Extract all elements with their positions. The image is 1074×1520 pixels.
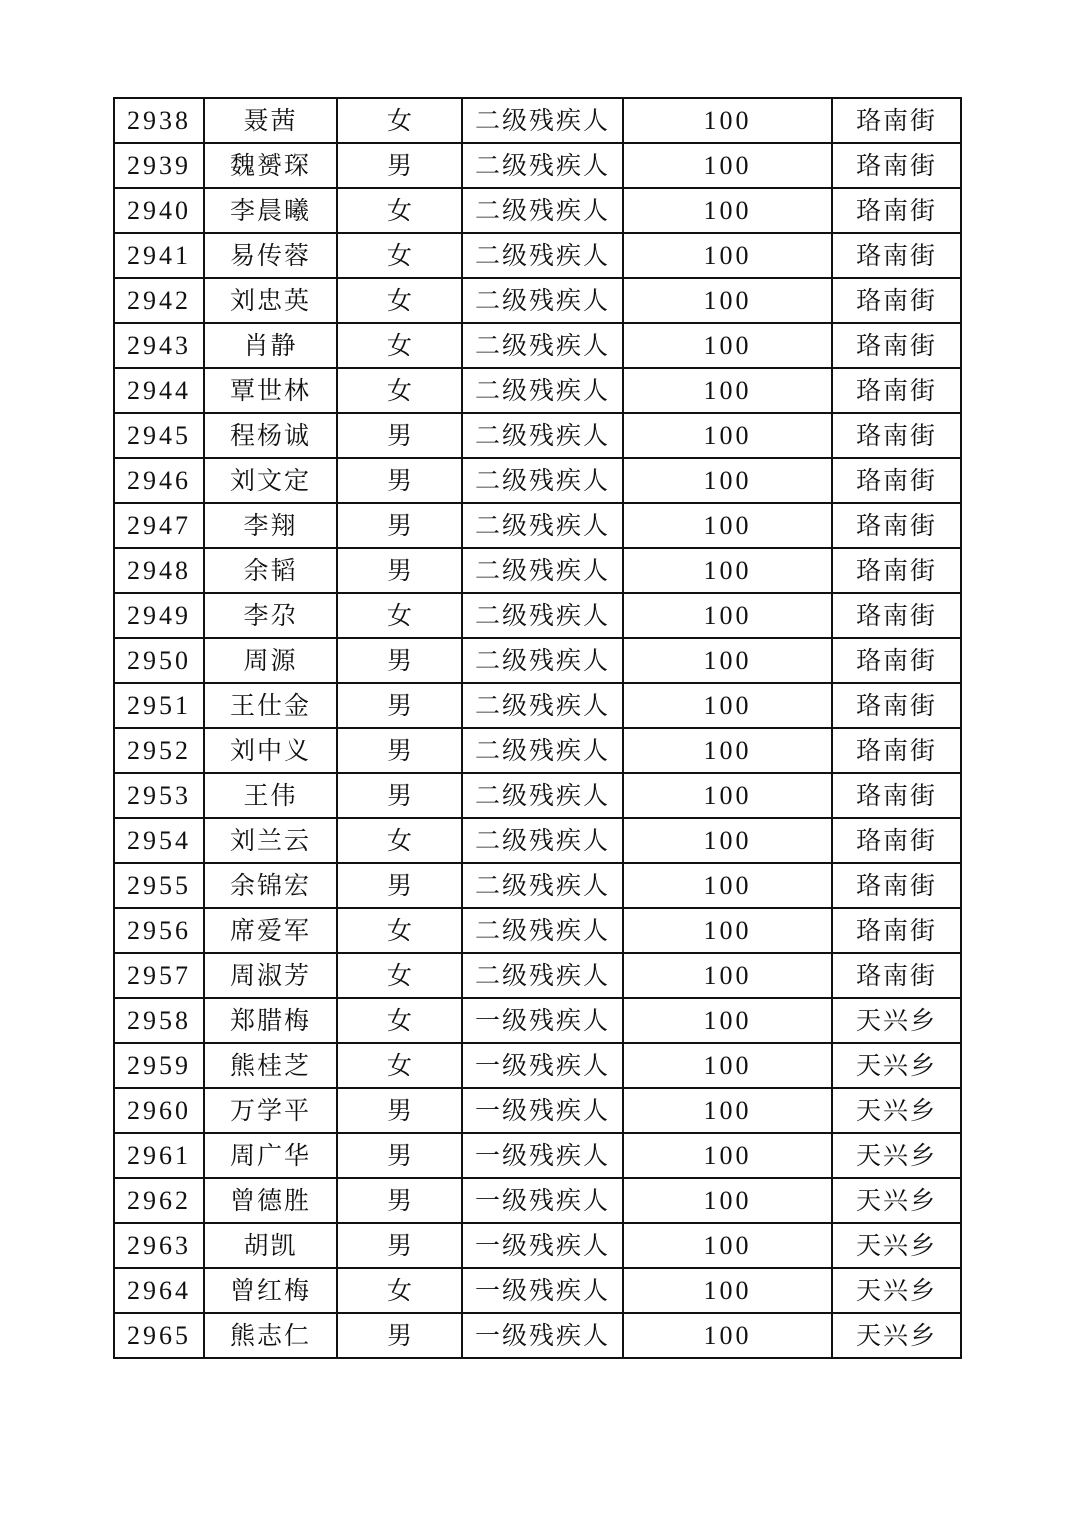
disability-level-cell: 一级残疾人 [462,1088,623,1133]
table-row [114,728,961,773]
gender-cell: 男 [337,548,462,593]
location-cell: 珞南街 [832,818,961,863]
location-cell: 天兴乡 [832,998,961,1043]
table-row [114,278,961,323]
person-name-cell: 席爱军 [204,908,337,953]
table-row [114,1088,961,1133]
location-cell: 珞南街 [832,728,961,773]
amount-cell: 100 [623,548,832,593]
amount-cell: 100 [623,1268,832,1313]
location-cell: 天兴乡 [832,1223,961,1268]
amount-cell: 100 [623,818,832,863]
row-number-cell: 2956 [114,908,204,953]
table-row [114,458,961,503]
disability-level-cell: 二级残疾人 [462,188,623,233]
gender-cell: 男 [337,683,462,728]
table-row [114,1223,961,1268]
gender-cell: 男 [337,413,462,458]
amount-cell: 100 [623,728,832,773]
table-row [114,998,961,1043]
row-number-cell: 2958 [114,998,204,1043]
table-row [114,818,961,863]
table-row [114,1313,961,1358]
location-cell: 珞南街 [832,458,961,503]
person-name-cell: 聂茜 [204,98,337,143]
person-name-cell: 周广华 [204,1133,337,1178]
row-number-cell: 2957 [114,953,204,998]
amount-cell: 100 [623,413,832,458]
amount-cell: 100 [623,323,832,368]
location-cell: 珞南街 [832,368,961,413]
row-number-cell: 2959 [114,1043,204,1088]
amount-cell: 100 [623,458,832,503]
gender-cell: 女 [337,368,462,413]
person-name-cell: 刘兰云 [204,818,337,863]
table-row [114,908,961,953]
row-number-cell: 2945 [114,413,204,458]
gender-cell: 女 [337,98,462,143]
amount-cell: 100 [623,908,832,953]
gender-cell: 女 [337,233,462,278]
disability-level-cell: 二级残疾人 [462,368,623,413]
location-cell: 天兴乡 [832,1313,961,1358]
location-cell: 珞南街 [832,638,961,683]
location-cell: 珞南街 [832,503,961,548]
row-number-cell: 2949 [114,593,204,638]
disability-level-cell: 二级残疾人 [462,953,623,998]
gender-cell: 男 [337,143,462,188]
row-number-cell: 2961 [114,1133,204,1178]
disability-level-cell: 一级残疾人 [462,1313,623,1358]
row-number-cell: 2955 [114,863,204,908]
row-number-cell: 2962 [114,1178,204,1223]
row-number-cell: 2963 [114,1223,204,1268]
person-name-cell: 李晨曦 [204,188,337,233]
person-name-cell: 万学平 [204,1088,337,1133]
amount-cell: 100 [623,773,832,818]
person-name-cell: 刘文定 [204,458,337,503]
amount-cell: 100 [623,998,832,1043]
table-row [114,98,961,143]
amount-cell: 100 [623,233,832,278]
row-number-cell: 2947 [114,503,204,548]
person-name-cell: 余锦宏 [204,863,337,908]
location-cell: 珞南街 [832,278,961,323]
amount-cell: 100 [623,503,832,548]
disability-level-cell: 二级残疾人 [462,323,623,368]
row-number-cell: 2964 [114,1268,204,1313]
row-number-cell: 2951 [114,683,204,728]
location-cell: 天兴乡 [832,1268,961,1313]
table-row [114,233,961,278]
location-cell: 珞南街 [832,953,961,998]
amount-cell: 100 [623,1088,832,1133]
person-name-cell: 曾德胜 [204,1178,337,1223]
disability-level-cell: 二级残疾人 [462,503,623,548]
gender-cell: 女 [337,278,462,323]
amount-cell: 100 [623,1178,832,1223]
disability-level-cell: 一级残疾人 [462,998,623,1043]
location-cell: 天兴乡 [832,1043,961,1088]
table-row [114,638,961,683]
gender-cell: 男 [337,1313,462,1358]
disability-level-cell: 二级残疾人 [462,413,623,458]
amount-cell: 100 [623,143,832,188]
gender-cell: 女 [337,1043,462,1088]
roster-table [113,97,962,1359]
row-number-cell: 2952 [114,728,204,773]
gender-cell: 男 [337,863,462,908]
gender-cell: 女 [337,998,462,1043]
row-number-cell: 2944 [114,368,204,413]
disability-level-cell: 二级残疾人 [462,863,623,908]
row-number-cell: 2953 [114,773,204,818]
location-cell: 珞南街 [832,98,961,143]
amount-cell: 100 [623,863,832,908]
table-row [114,143,961,188]
table-row [114,773,961,818]
amount-cell: 100 [623,683,832,728]
row-number-cell: 2943 [114,323,204,368]
amount-cell: 100 [623,638,832,683]
disability-level-cell: 二级残疾人 [462,278,623,323]
table-row [114,1043,961,1088]
row-number-cell: 2946 [114,458,204,503]
table-row [114,863,961,908]
row-number-cell: 2948 [114,548,204,593]
table-row [114,323,961,368]
disability-level-cell: 一级残疾人 [462,1268,623,1313]
table-row [114,683,961,728]
gender-cell: 男 [337,1133,462,1178]
gender-cell: 男 [337,728,462,773]
person-name-cell: 王仕金 [204,683,337,728]
table-row [114,593,961,638]
gender-cell: 女 [337,818,462,863]
location-cell: 珞南街 [832,323,961,368]
gender-cell: 男 [337,638,462,683]
table-row [114,548,961,593]
row-number-cell: 2940 [114,188,204,233]
location-cell: 珞南街 [832,683,961,728]
row-number-cell: 2950 [114,638,204,683]
person-name-cell: 王伟 [204,773,337,818]
person-name-cell: 李尕 [204,593,337,638]
person-name-cell: 余韬 [204,548,337,593]
disability-level-cell: 二级残疾人 [462,98,623,143]
location-cell: 珞南街 [832,413,961,458]
person-name-cell: 刘忠英 [204,278,337,323]
table-row [114,1268,961,1313]
amount-cell: 100 [623,98,832,143]
row-number-cell: 2942 [114,278,204,323]
location-cell: 珞南街 [832,143,961,188]
amount-cell: 100 [623,368,832,413]
location-cell: 珞南街 [832,233,961,278]
row-number-cell: 2954 [114,818,204,863]
person-name-cell: 刘中义 [204,728,337,773]
disability-level-cell: 二级残疾人 [462,773,623,818]
person-name-cell: 郑腊梅 [204,998,337,1043]
roster-table-body [114,98,961,1358]
location-cell: 天兴乡 [832,1178,961,1223]
row-number-cell: 2938 [114,98,204,143]
disability-level-cell: 二级残疾人 [462,683,623,728]
location-cell: 天兴乡 [832,1133,961,1178]
gender-cell: 女 [337,1268,462,1313]
row-number-cell: 2960 [114,1088,204,1133]
gender-cell: 女 [337,593,462,638]
disability-level-cell: 一级残疾人 [462,1223,623,1268]
gender-cell: 男 [337,773,462,818]
person-name-cell: 覃世林 [204,368,337,413]
amount-cell: 100 [623,1223,832,1268]
disability-level-cell: 一级残疾人 [462,1178,623,1223]
person-name-cell: 魏赟琛 [204,143,337,188]
person-name-cell: 程杨诚 [204,413,337,458]
gender-cell: 男 [337,503,462,548]
person-name-cell: 胡凯 [204,1223,337,1268]
table-row [114,953,961,998]
disability-level-cell: 二级残疾人 [462,638,623,683]
person-name-cell: 李翔 [204,503,337,548]
location-cell: 珞南街 [832,863,961,908]
row-number-cell: 2941 [114,233,204,278]
person-name-cell: 易传蓉 [204,233,337,278]
person-name-cell: 肖静 [204,323,337,368]
location-cell: 珞南街 [832,548,961,593]
disability-level-cell: 二级残疾人 [462,233,623,278]
amount-cell: 100 [623,188,832,233]
location-cell: 珞南街 [832,908,961,953]
table-row [114,503,961,548]
disability-level-cell: 二级残疾人 [462,548,623,593]
person-name-cell: 熊桂芝 [204,1043,337,1088]
table-row [114,188,961,233]
table-row [114,1133,961,1178]
disability-level-cell: 二级残疾人 [462,143,623,188]
person-name-cell: 周源 [204,638,337,683]
gender-cell: 女 [337,188,462,233]
table-row [114,413,961,458]
disability-level-cell: 二级残疾人 [462,593,623,638]
amount-cell: 100 [623,1313,832,1358]
location-cell: 天兴乡 [832,1088,961,1133]
gender-cell: 女 [337,908,462,953]
gender-cell: 男 [337,1223,462,1268]
row-number-cell: 2939 [114,143,204,188]
amount-cell: 100 [623,278,832,323]
person-name-cell: 熊志仁 [204,1313,337,1358]
gender-cell: 男 [337,458,462,503]
location-cell: 珞南街 [832,593,961,638]
disability-level-cell: 一级残疾人 [462,1133,623,1178]
location-cell: 珞南街 [832,773,961,818]
person-name-cell: 周淑芳 [204,953,337,998]
table-row [114,368,961,413]
gender-cell: 女 [337,953,462,998]
amount-cell: 100 [623,1133,832,1178]
amount-cell: 100 [623,593,832,638]
disability-level-cell: 二级残疾人 [462,818,623,863]
amount-cell: 100 [623,953,832,998]
gender-cell: 男 [337,1088,462,1133]
table-row [114,1178,961,1223]
disability-level-cell: 二级残疾人 [462,458,623,503]
location-cell: 珞南街 [832,188,961,233]
disability-level-cell: 一级残疾人 [462,1043,623,1088]
person-name-cell: 曾红梅 [204,1268,337,1313]
amount-cell: 100 [623,1043,832,1088]
gender-cell: 女 [337,323,462,368]
disability-level-cell: 二级残疾人 [462,908,623,953]
row-number-cell: 2965 [114,1313,204,1358]
disability-level-cell: 二级残疾人 [462,728,623,773]
gender-cell: 男 [337,1178,462,1223]
